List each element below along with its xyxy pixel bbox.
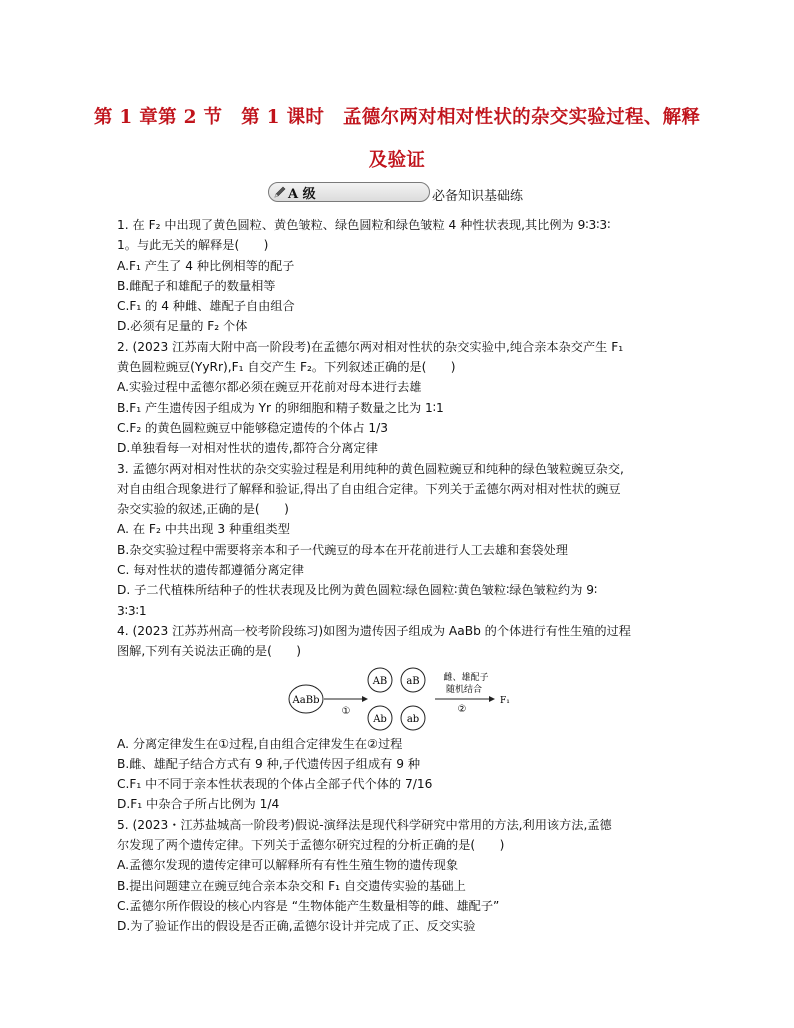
result-label: F₁ — [500, 695, 510, 706]
option-c: C.F₁ 中不同于亲本性状表现的个体占全部子代个体的 7/16 — [117, 777, 433, 792]
option-b: B.提出问题建立在豌豆纯合亲本杂交和 F₁ 自交遗传实验的基础上 — [117, 878, 466, 893]
question-stem-line: 3. 孟德尔两对相对性状的杂交实验过程是利用纯种的黄色圆粒豌豆和纯种的绿色皱粒豌豆杂交, — [117, 461, 624, 476]
arrow-2-head — [489, 696, 495, 702]
parent-label: AaBb — [292, 694, 320, 706]
option-d: D.单独看每一对相对性状的遗传,都符合分离定律 — [117, 441, 378, 456]
question-stem-line: 4. (2023 江苏苏州高一校考阶段练习)如图为遗传因子组成为 AaBb 的个体进行有性生殖的过程 — [117, 623, 631, 638]
option-a: A. 分离定律发生在①过程,自由组合定律发生在②过程 — [117, 736, 403, 751]
question-2 — [117, 337, 677, 459]
arrow-2-label-bottom: 随机结合 — [445, 684, 483, 695]
option-d-continued: 3∶3∶1 — [117, 603, 147, 618]
option-b: B.雌配子和雄配子的数量相等 — [117, 278, 276, 293]
option-b: B.杂交实验过程中需要将亲本和子一代豌豆的母本在开花前进行人工去雄和套袋处理 — [117, 542, 568, 557]
gamete-label: Ab — [373, 713, 387, 725]
arrow-1-head — [362, 696, 368, 702]
option-b: B.雌、雄配子结合方式有 9 种,子代遗传因子组成有 9 种 — [117, 756, 421, 771]
question-3 — [117, 459, 677, 621]
gamete-label: ab — [406, 713, 420, 725]
question-stem-line: 尔发现了两个遗传定律。下列关于孟德尔研究过程的分析正确的是( ) — [117, 838, 505, 853]
inheritance-diagram — [117, 662, 677, 734]
level-banner — [268, 182, 430, 204]
option-a: A.F₁ 产生了 4 种比例相等的配子 — [117, 258, 295, 273]
option-c: C. 每对性状的遗传都遵循分离定律 — [117, 563, 304, 578]
question-1 — [117, 215, 677, 337]
question-stem-line: 1。与此无关的解释是( ) — [117, 238, 269, 253]
question-stem-line: 杂交实验的叙述,正确的是( ) — [117, 502, 289, 517]
gamete-label: AB — [372, 675, 388, 687]
step-1-label: ① — [341, 705, 351, 717]
option-a: A. 在 F₂ 中共出现 3 种重组类型 — [117, 522, 290, 537]
question-list — [117, 215, 677, 937]
option-a: A.孟德尔发现的遗传定律可以解释所有有性生殖生物的遗传现象 — [117, 858, 459, 873]
question-stem-line: 对自由组合现象进行了解释和验证,得出了自由组合定律。下列关于孟德尔两对相对性状的豌豆 — [117, 481, 621, 496]
gamete-label: aB — [406, 675, 420, 687]
option-a: A.实验过程中孟德尔都必须在豌豆开花前对母本进行去雄 — [117, 380, 422, 395]
option-d: D.必须有足量的 F₂ 个体 — [117, 319, 248, 334]
page-title-continued: 及验证 — [368, 150, 426, 171]
option-d: D.F₁ 中杂合子所占比例为 1/4 — [117, 797, 280, 812]
option-c: C.孟德尔所作假设的核心内容是 “生物体能产生数量相等的雌、雄配子” — [117, 898, 500, 913]
question-5 — [117, 815, 677, 937]
option-c: C.F₁ 的 4 种雌、雄配子自由组合 — [117, 299, 295, 314]
option-c: C.F₂ 的黄色圆粒豌豆中能够稳定遗传的个体占 1/3 — [117, 420, 389, 435]
level-subtitle: 必备知识基础练 — [432, 189, 524, 204]
question-stem-line: 1. 在 F₂ 中出现了黄色圆粒、黄色皱粒、绿色圆粒和绿色皱粒 4 种性状表现,其比例为 9∶3∶3∶ — [117, 218, 611, 232]
pencil-icon — [272, 184, 288, 200]
step-2-label: ② — [457, 703, 467, 715]
question-4 — [117, 621, 677, 815]
page-title: 第 1 章第 2 节 第 1 课时 孟德尔两对相对性状的杂交实验过程、解释 — [93, 107, 701, 128]
level-label: A 级 — [288, 187, 316, 202]
question-stem-line: 黄色圆粒豌豆(YyRr),F₁ 自交产生 F₂。下列叙述正确的是( ) — [117, 360, 456, 375]
option-d: D.为了验证作出的假设是否正确,孟德尔设计并完成了正、反交实验 — [117, 919, 476, 934]
question-stem-line: 5. (2023・江苏盐城高一阶段考)假说-演绎法是现代科学研究中常用的方法,利用该方法,孟德 — [117, 817, 612, 832]
option-b: B.F₁ 产生遗传因子组成为 Yr 的卵细胞和精子数量之比为 1∶1 — [117, 400, 444, 415]
arrow-2-label-top: 雌、雄配子 — [443, 672, 489, 683]
option-d: D. 子二代植株所结种子的性状表现及比例为黄色圆粒∶绿色圆粒∶黄色皱粒∶绿色皱粒约为 9∶ — [117, 583, 598, 598]
question-stem-line: 图解,下列有关说法正确的是( ) — [117, 644, 302, 659]
inheritance-diagram-svg — [117, 662, 677, 734]
question-stem-line: 2. (2023 江苏南大附中高一阶段考)在孟德尔两对相对性状的杂交实验中,纯合亲本杂交产生 F₁ — [117, 339, 624, 354]
